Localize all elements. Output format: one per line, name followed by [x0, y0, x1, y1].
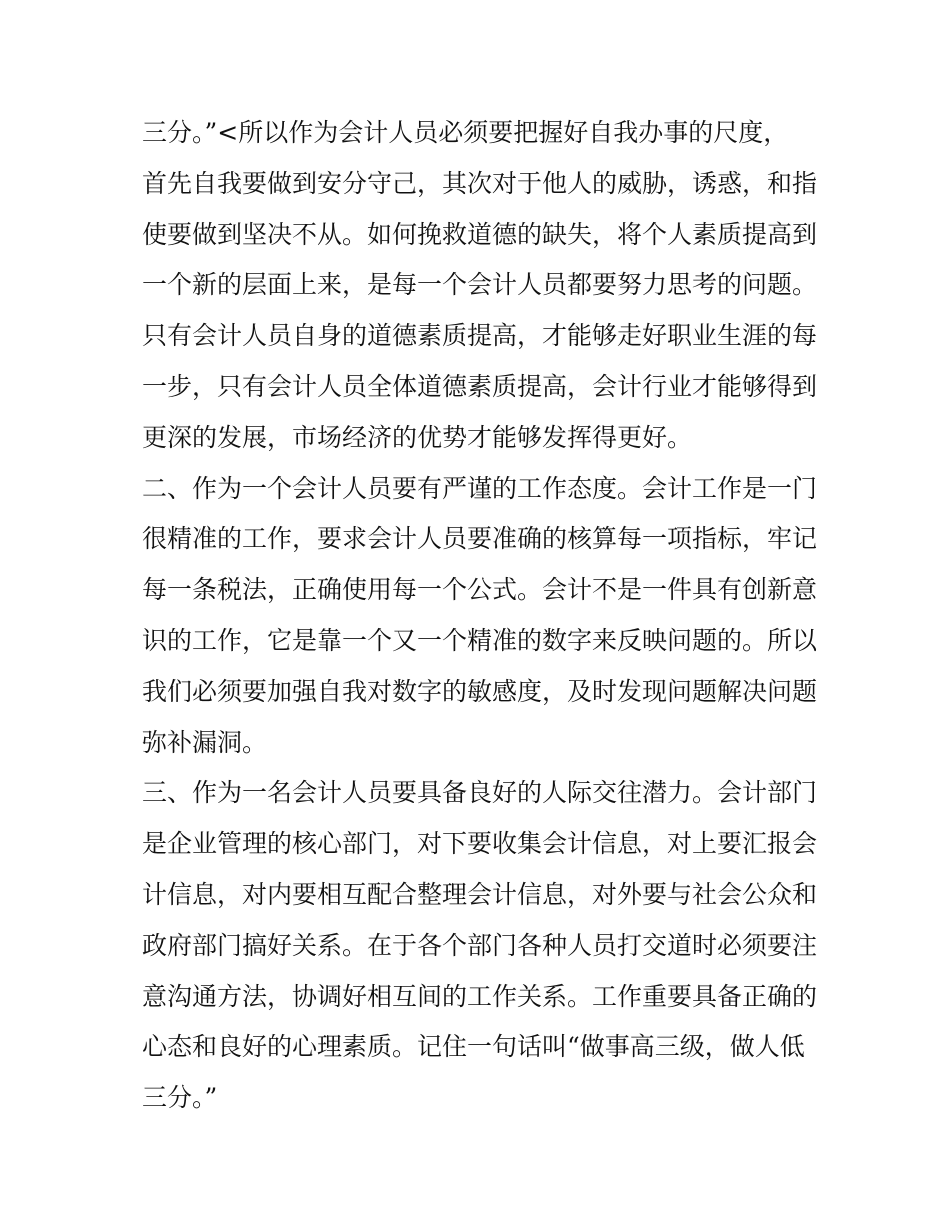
text-line-8: 二、作为一个会计人员要有严谨的工作态度。会计工作是一门: [142, 473, 818, 503]
text-line-5: 只有会计人员自身的道德素质提高，才能够走好职业生涯的每: [142, 321, 818, 351]
text-line-16: 计信息，对内要相互配合整理会计信息，对外要与社会公众和: [142, 879, 818, 909]
text-line-7: 更深的发展，市场经济的优势才能够发挥得更好。: [142, 422, 693, 452]
text-line-4: 一个新的层面上来，是每一个会计人员都要努力思考的问题。: [142, 270, 818, 300]
text-line-11: 识的工作，它是靠一个又一个精准的数字来反映问题的。所以: [142, 625, 818, 655]
text-line-18: 意沟通方法，协调好相互间的工作关系。工作重要具备正确的: [142, 981, 818, 1011]
text-line-6: 一步，只有会计人员全体道德素质提高，会计行业才能够得到: [142, 371, 818, 401]
text-line-15: 是企业管理的核心部门，对下要收集会计信息，对上要汇报会: [142, 829, 818, 859]
body-text: [142, 108, 822, 1124]
text-line-3: 使要做到坚决不从。如何挽救道德的缺失，将个人素质提高到: [142, 219, 818, 249]
text-line-12: 我们必须要加强自我对数字的敏感度，及时发现问题解决问题: [142, 676, 818, 706]
text-line-19: 心态和良好的心理素质。记住一句话叫“做事高三级，做人低: [142, 1032, 805, 1062]
text-line-20: 三分。”: [142, 1083, 218, 1113]
text-line-10: 每一条税法，正确使用每一个公式。会计不是一件具有创新意: [142, 575, 818, 605]
text-line-2: 首先自我要做到安分守己，其次对于他人的威胁，诱惑，和指: [142, 168, 818, 198]
text-line-17: 政府部门搞好关系。在于各个部门各种人员打交道时必须要注: [142, 930, 818, 960]
text-line-14: 三、作为一名会计人员要具备良好的人际交往潜力。会计部门: [142, 778, 818, 808]
text-line-1: 三分。”<所以作为会计人员必须要把握好自我办事的尺度，: [142, 118, 789, 147]
text-line-9: 很精准的工作，要求会计人员要准确的核算每一项指标，牢记: [142, 524, 818, 554]
text-line-13: 弥补漏洞。: [142, 727, 268, 757]
